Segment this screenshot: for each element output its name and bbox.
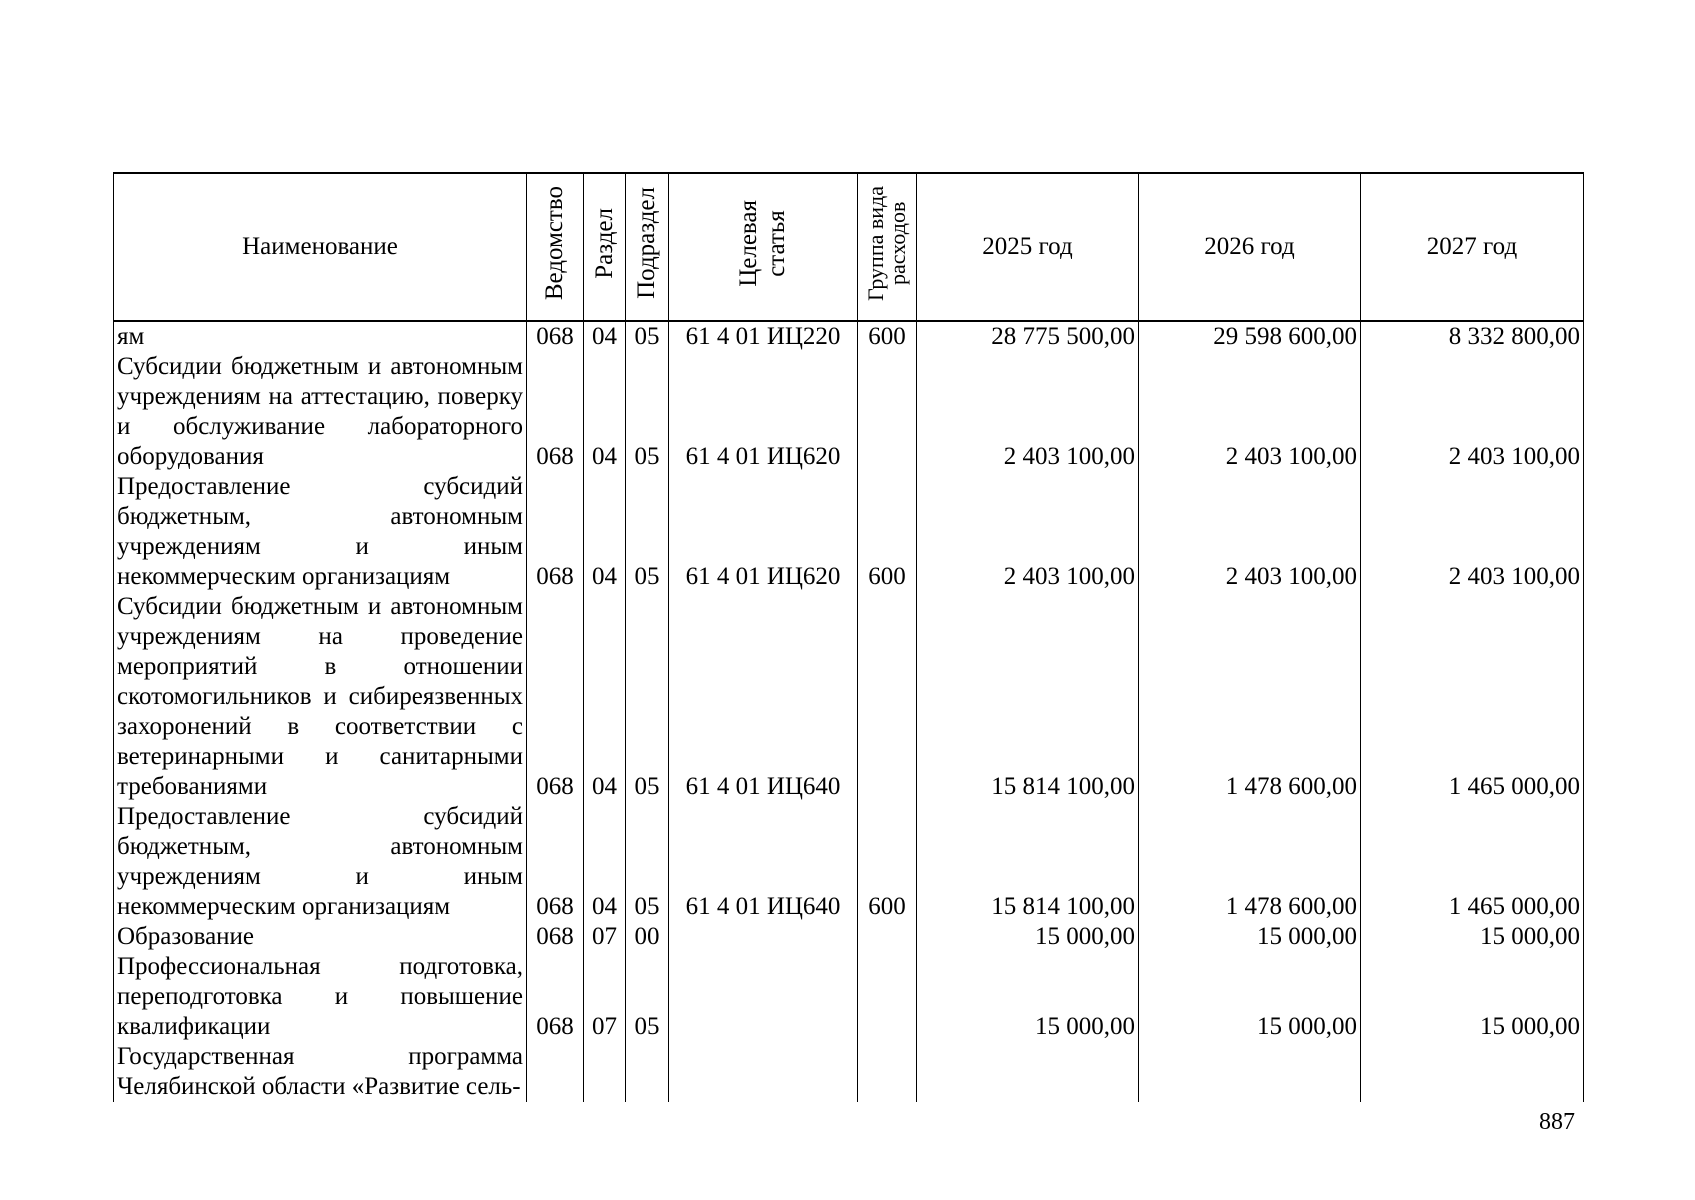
row-name: Профессиональная подготовка, переподготовка и повышение квалификации [114,952,527,1042]
row-2026 [1139,1042,1361,1102]
page-number: 887 [1539,1109,1575,1135]
table-row [114,352,1584,472]
row-razdel: 04 [584,802,626,922]
row-podrazdel [626,1042,669,1102]
header-2026: 2026 год [1139,173,1361,321]
row-2025: 15 000,00 [917,922,1139,952]
row-2025: 2 403 100,00 [917,472,1139,592]
row-celevaya-statya: 61 4 01 ИЦ640 [669,592,858,802]
header-celevaya-statya: Целевая статья [669,173,858,321]
row-razdel: 07 [584,922,626,952]
row-celevaya-statya: 61 4 01 ИЦ620 [669,472,858,592]
row-gruppa [858,952,917,1042]
row-razdel: 04 [584,321,626,352]
row-vedomstvo: 068 [527,922,584,952]
row-2027: 2 403 100,00 [1361,472,1584,592]
row-gruppa: 600 [858,802,917,922]
header-podrazdel: Подраздел [626,173,669,321]
row-2026: 1 478 600,00 [1139,592,1361,802]
header-gruppa-vida-rashodov: Группа вида расходов [858,173,917,321]
row-2026: 15 000,00 [1139,952,1361,1042]
row-2025: 15 814 100,00 [917,802,1139,922]
row-razdel: 04 [584,472,626,592]
row-2026: 1 478 600,00 [1139,802,1361,922]
row-celevaya-statya: 61 4 01 ИЦ620 [669,352,858,472]
row-2026: 15 000,00 [1139,922,1361,952]
table-row [114,922,1584,952]
row-gruppa [858,592,917,802]
row-name: Предоставление субсидий бюджетным, автономным учреждениям и иным некоммерческим организациям [114,472,527,592]
table-row [114,802,1584,922]
row-gruppa [858,922,917,952]
header-2025: 2025 год [917,173,1139,321]
row-podrazdel: 05 [626,592,669,802]
row-vedomstvo: 068 [527,352,584,472]
row-razdel: 04 [584,352,626,472]
row-gruppa [858,1042,917,1102]
header-razdel: Раздел [584,173,626,321]
header-name: Наименование [114,173,527,321]
header-2027: 2027 год [1361,173,1584,321]
row-2027: 1 465 000,00 [1361,592,1584,802]
row-2027: 8 332 800,00 [1361,321,1584,352]
row-podrazdel: 05 [626,352,669,472]
row-2027 [1361,1042,1584,1102]
row-gruppa: 600 [858,472,917,592]
row-vedomstvo: 068 [527,321,584,352]
row-2025 [917,1042,1139,1102]
row-vedomstvo: 068 [527,802,584,922]
row-name: Государственная программа Челябинской области «Развитие сель- [114,1042,527,1102]
row-gruppa: 600 [858,321,917,352]
row-name: ям [114,321,527,352]
row-2025: 2 403 100,00 [917,352,1139,472]
row-razdel [584,1042,626,1102]
row-gruppa [858,352,917,472]
row-2025: 15 000,00 [917,952,1139,1042]
row-podrazdel: 05 [626,321,669,352]
row-podrazdel: 00 [626,922,669,952]
row-name: Предоставление субсидий бюджетным, автономным учреждениям и иным некоммерческим организациям [114,802,527,922]
row-name: Субсидии бюджетным и автономным учреждениям на аттестацию, поверку и обслуживание лабораторного оборудования [114,352,527,472]
row-2026: 2 403 100,00 [1139,472,1361,592]
row-2027: 15 000,00 [1361,952,1584,1042]
row-podrazdel: 05 [626,952,669,1042]
row-2025: 28 775 500,00 [917,321,1139,352]
row-name: Образование [114,922,527,952]
row-vedomstvo: 068 [527,952,584,1042]
row-celevaya-statya [669,922,858,952]
row-name: Субсидии бюджетным и автономным учреждениям на проведение мероприятий в отношении скотомогильников и сибиреязвенных захоронений в соответствии с ветеринарными и санитарными требованиями [114,592,527,802]
table-row [114,592,1584,802]
row-2027: 1 465 000,00 [1361,802,1584,922]
table-row [114,952,1584,1042]
header-row [114,173,1584,321]
row-2027: 2 403 100,00 [1361,352,1584,472]
header-vedomstvo: Ведомство [527,173,584,321]
row-2026: 29 598 600,00 [1139,321,1361,352]
row-podrazdel: 05 [626,802,669,922]
row-2025: 15 814 100,00 [917,592,1139,802]
row-celevaya-statya: 61 4 01 ИЦ220 [669,321,858,352]
budget-table [113,172,1584,1102]
table-row [114,1042,1584,1102]
row-celevaya-statya [669,1042,858,1102]
table-row [114,472,1584,592]
row-celevaya-statya [669,952,858,1042]
row-podrazdel: 05 [626,472,669,592]
row-vedomstvo: 068 [527,472,584,592]
row-razdel: 04 [584,592,626,802]
row-vedomstvo [527,1042,584,1102]
row-razdel: 07 [584,952,626,1042]
row-celevaya-statya: 61 4 01 ИЦ640 [669,802,858,922]
table-row [114,321,1584,352]
row-2027: 15 000,00 [1361,922,1584,952]
row-2026: 2 403 100,00 [1139,352,1361,472]
row-vedomstvo: 068 [527,592,584,802]
